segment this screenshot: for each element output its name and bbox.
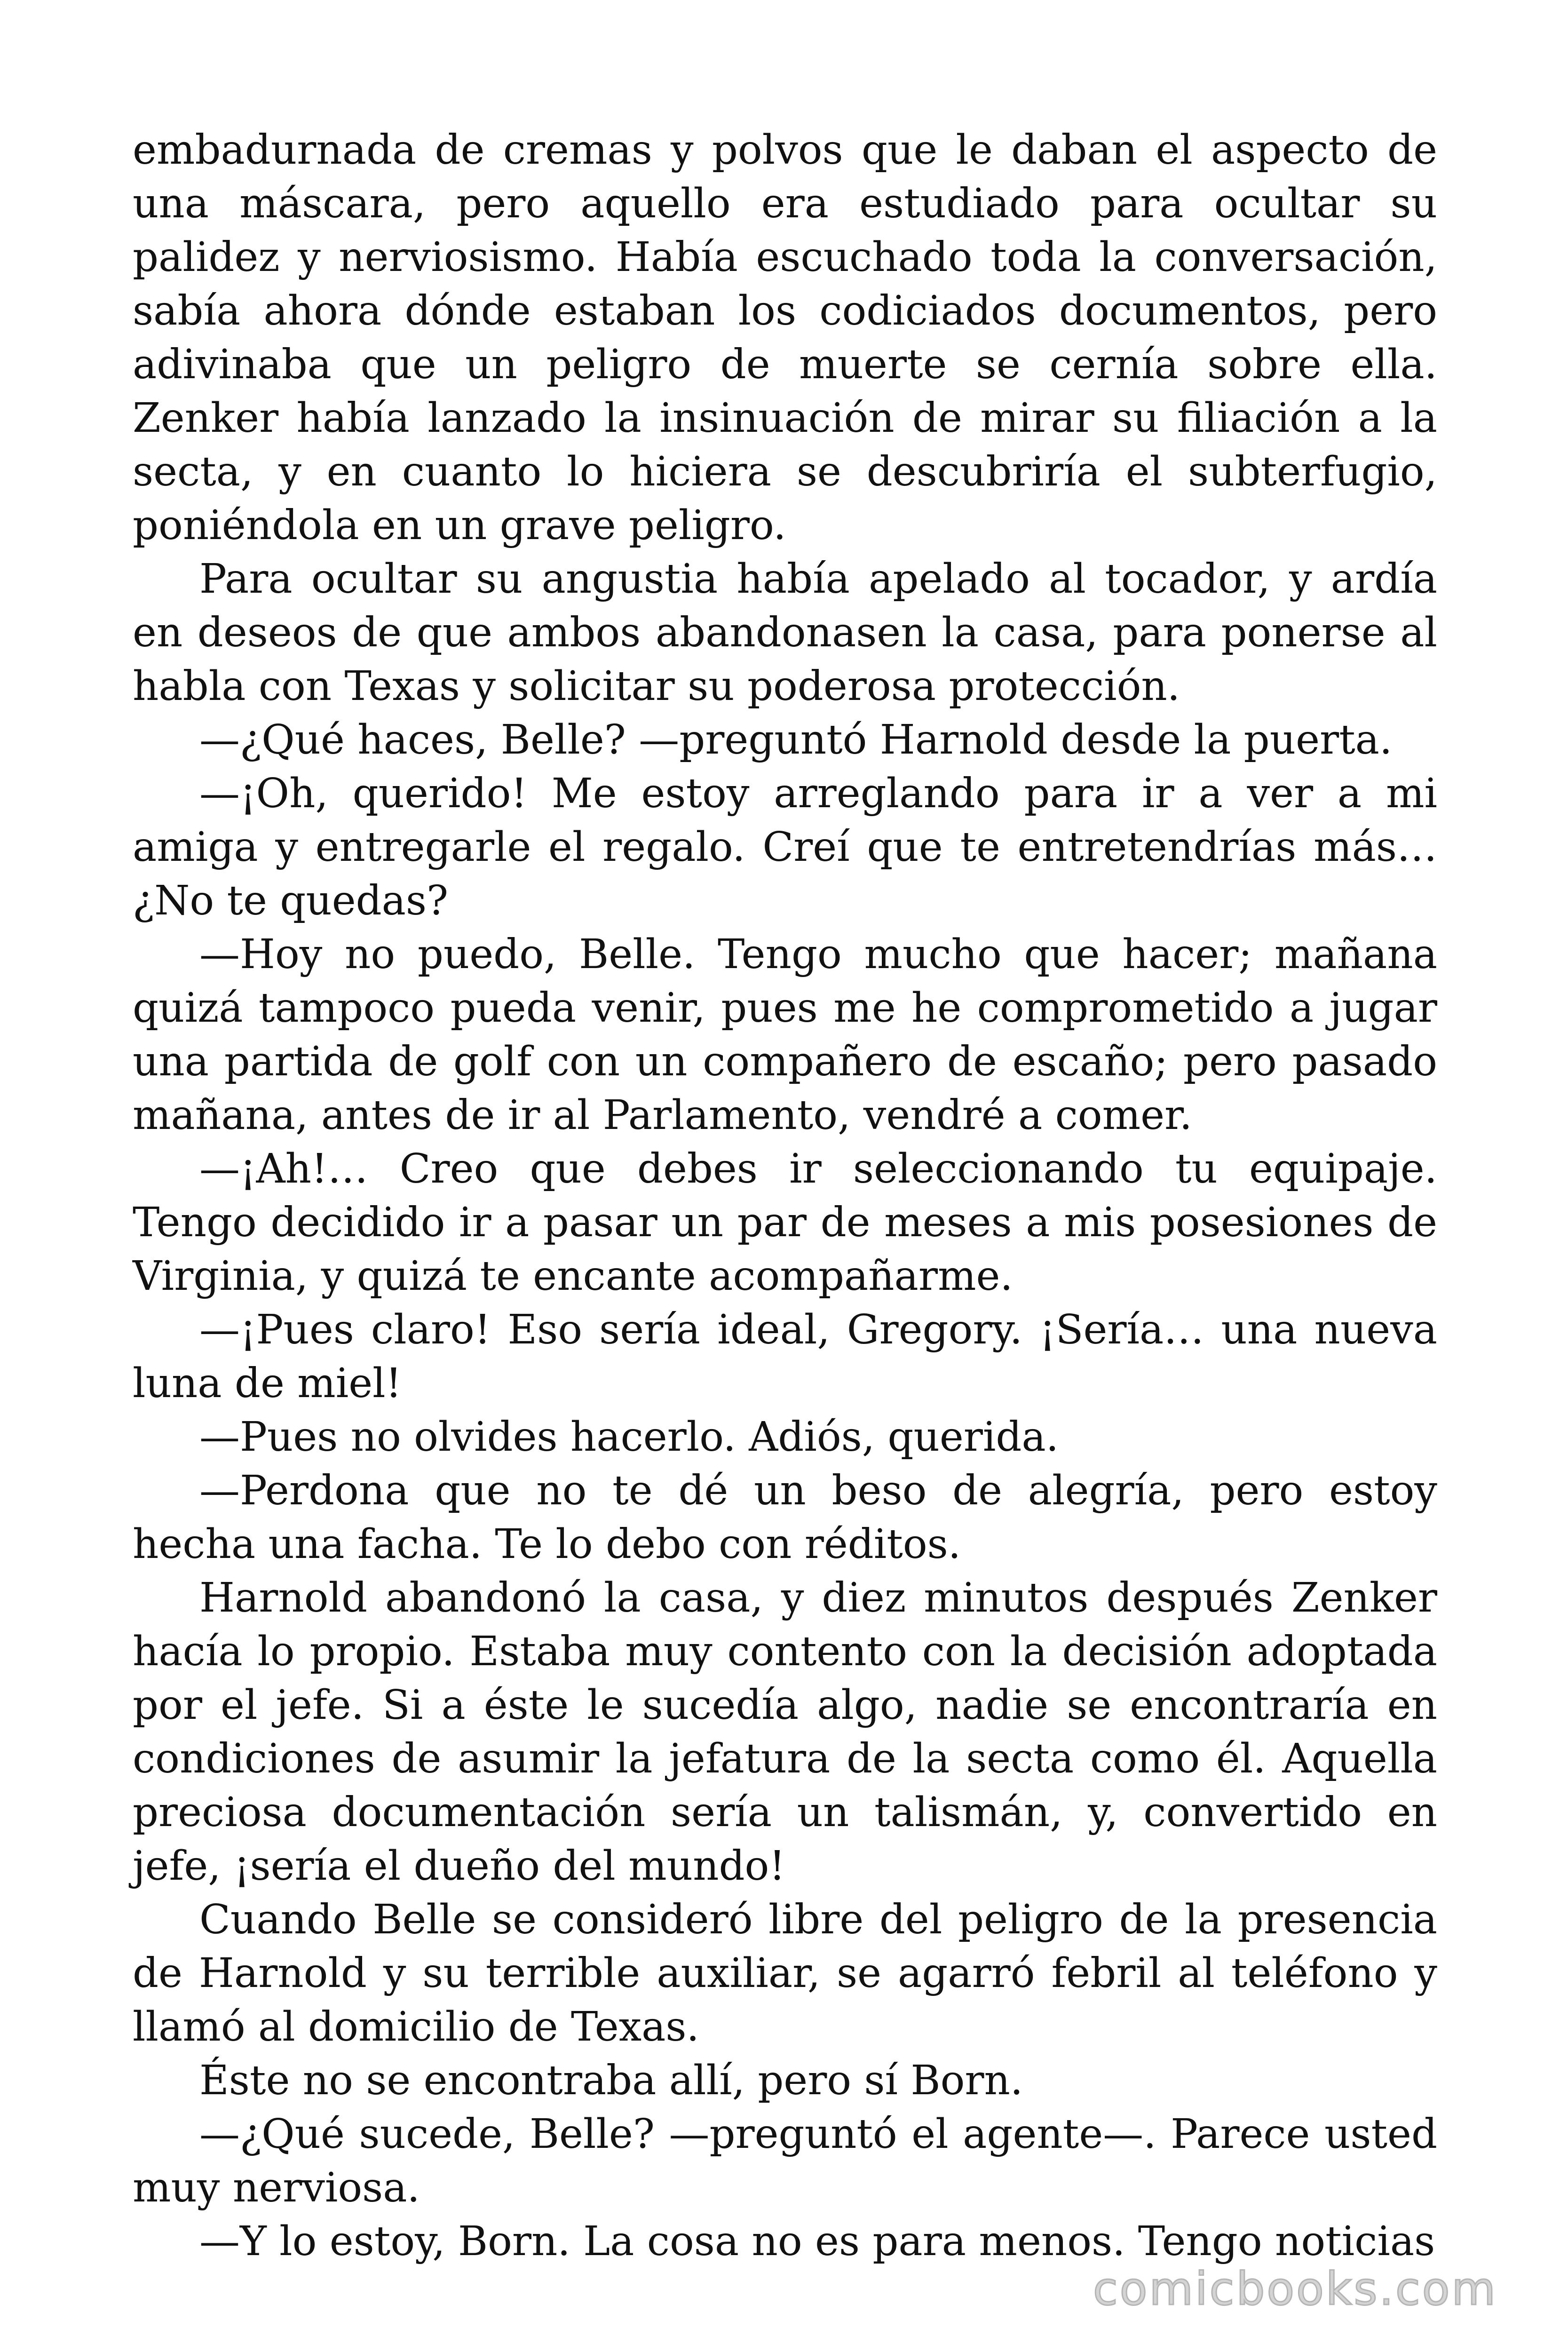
paragraph-10: Harnold abandonó la casa, y diez minutos después Zenker hacía lo propio. Estaba muy contento con la decisión adoptada por el jefe. Si a éste le sucedía algo, nadie se encontraría en condiciones de asumir la jefatura de la secta como él. Aquella preciosa documentación sería un talismán, y, convertido en jefe, ¡sería el dueño del mundo!	[133, 1574, 1437, 1890]
paragraph-6: —¡Ah!… Creo que debes ir seleccionando tu equipaje. Tengo decidido ir a pasar un par de meses a mis posesiones de Virginia, y quizá te encante acompañarme.	[133, 1145, 1437, 1300]
paragraph-7: —¡Pues claro! Eso sería ideal, Gregory. ¡Sería… una nueva luna de miel!	[133, 1306, 1437, 1407]
paragraph-11: Cuando Belle se consideró libre del peligro de la presencia de Harnold y su terrible auxiliar, se agarró febril al teléfono y llamó al domicilio de Texas.	[133, 1896, 1437, 2050]
watermark: comicbooks.com	[1093, 2263, 1497, 2315]
page-text	[133, 123, 1437, 2268]
paragraph-3: —¿Qué haces, Belle? —preguntó Harnold desde la puerta.	[199, 716, 1393, 763]
paragraph-13: —¿Qué sucede, Belle? —preguntó el agente—. Parece usted muy nerviosa.	[133, 2111, 1437, 2211]
paragraph-2: Para ocultar su angustia había apelado al tocador, y ardía en deseos de que ambos abandonasen la casa, para ponerse al habla con Texas y solicitar su poderosa protección.	[133, 556, 1437, 710]
paragraph-4: —¡Oh, querido! Me estoy arreglando para ir a ver a mi amiga y entregarle el regalo. Creí que te entretendrías más… ¿No te quedas?	[133, 770, 1437, 924]
paragraph-5: —Hoy no puedo, Belle. Tengo mucho que hacer; mañana quizá tampoco pueda venir, pues me he comprometido a jugar una partida de golf con un compañero de escaño; pero pasado mañana, antes de ir al Parlamento, vendré a comer.	[133, 931, 1437, 1139]
paragraph-1: embadurnada de cremas y polvos que le daban el aspecto de una máscara, pero aquello era estudiado para ocultar su palidez y nerviosismo. Había escuchado toda la conversación, sabía ahora dónde estaban los codiciados documentos, pero adivinaba que un peligro de muerte se cernía sobre ella. Zenker había lanzado la insinuación de mirar su filiación a la secta, y en cuanto lo hiciera se descubriría el subterfugio, poniéndola en un grave peligro.	[133, 127, 1437, 549]
paragraph-8: —Pues no olvides hacerlo. Adiós, querida.	[199, 1414, 1059, 1461]
paragraph-14: —Y lo estoy, Born. La cosa no es para menos. Tengo noticias	[199, 2218, 1435, 2265]
paragraph-12: Éste no se encontraba allí, pero sí Born.	[199, 2057, 1023, 2104]
paragraph-9: —Perdona que no te dé un beso de alegría, pero estoy hecha una facha. Te lo debo con réditos.	[133, 1467, 1437, 1568]
